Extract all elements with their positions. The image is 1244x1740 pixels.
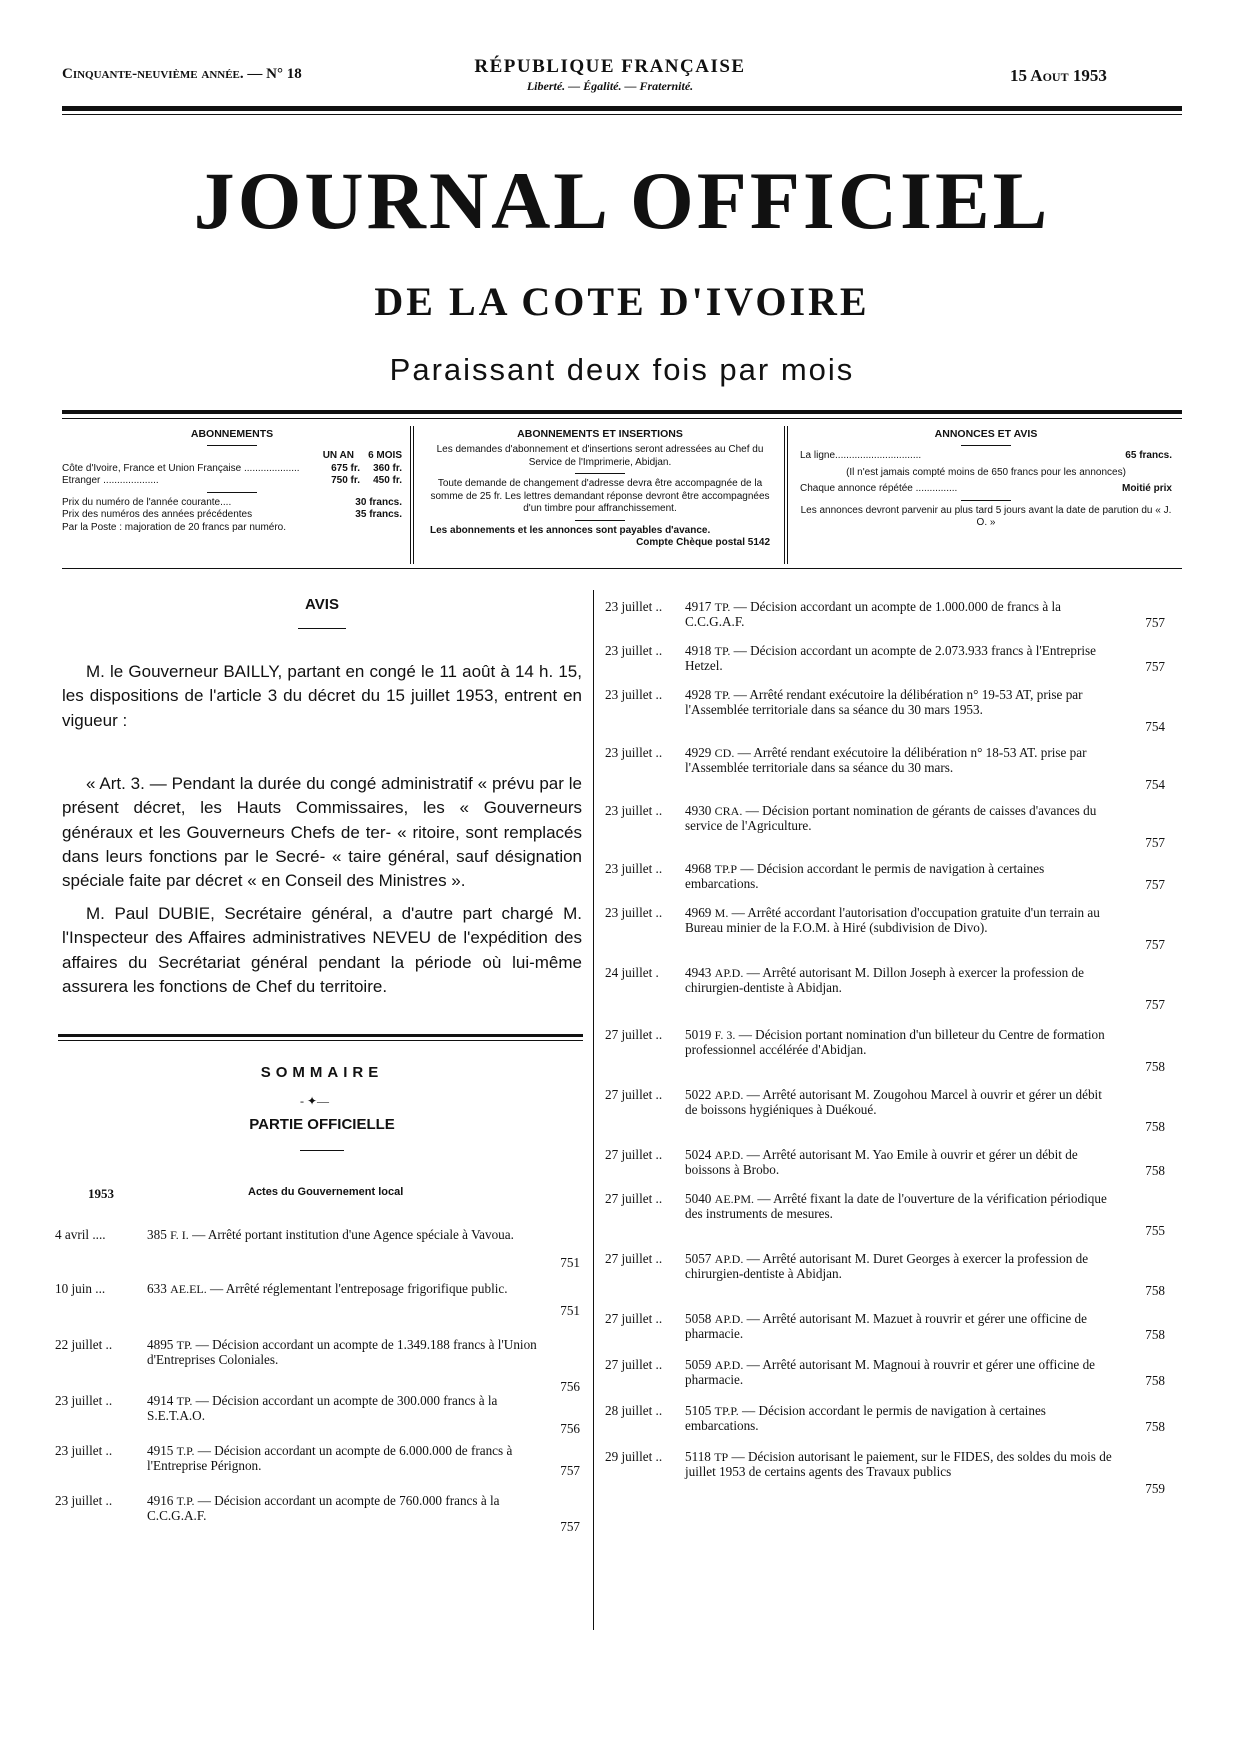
entry-page: 758 [1145, 1059, 1165, 1074]
entry-body [147, 1338, 537, 1368]
price-mois: 360 fr. [373, 462, 402, 474]
entry-date: 23 juillet .. [55, 1443, 113, 1458]
entry-text: — Arrêté autorisant M. Dillon Joseph à exercer la profession de chirurgien-dentiste à Abidjan. [685, 965, 1084, 995]
abonnements-columns [62, 450, 402, 463]
entry-number: 5057 [685, 1251, 712, 1266]
poste-note: Par la Poste : majoration de 20 francs par numéro. [62, 521, 287, 533]
entry-body [685, 746, 1115, 776]
col-6-mois: 6 MOIS [368, 450, 402, 462]
entry-date: 23 juillet .. [605, 687, 663, 702]
entry-date: 27 juillet .. [605, 1087, 663, 1102]
entry-body [147, 1394, 537, 1424]
entry-date: 28 juillet .. [605, 1403, 663, 1418]
sommaire-section: Actes du Gouvernement local [248, 1186, 404, 1198]
sommaire-rule [58, 1034, 583, 1037]
entry-page: 751 [560, 1303, 580, 1318]
journal-title: JOURNAL OFFICIEL [193, 155, 1051, 246]
entry-code: M. [714, 906, 729, 920]
partie-underline [300, 1150, 344, 1151]
entry-number: 5058 [685, 1311, 712, 1326]
box-separator [413, 426, 414, 564]
entry-page: 758 [1145, 1283, 1165, 1298]
entry-code: TP. [714, 644, 731, 658]
price-an: 750 fr. [331, 475, 360, 487]
entry-date: 4 avril .... [55, 1227, 106, 1242]
motto: Liberté. — Égalité. — Fraternité. [526, 79, 694, 93]
insertions-box [430, 428, 770, 550]
entry-date: 23 juillet .. [55, 1493, 113, 1508]
entry-number: 5022 [685, 1087, 712, 1102]
column-separator [593, 590, 594, 1630]
journal-subtitle: DE LA COTE D'IVOIRE [374, 279, 870, 324]
entry-number: 4915 [147, 1443, 174, 1458]
entry-body [685, 1358, 1115, 1388]
box-separator [787, 426, 788, 564]
entry-number: 4943 [685, 965, 712, 980]
entry-body [147, 1282, 537, 1297]
entry-text: — Arrêté accordant l'autorisation d'occupation gratuite d'un terrain au Bureau minier de la F.O.M. à Hiré (subdivision de Divo). [685, 905, 1100, 935]
entry-number: 385 [147, 1227, 167, 1242]
annonces-delai: Les annonces devront parvenir au plus tard 5 jours avant la date de parution du « J. O. » [800, 504, 1172, 529]
entry-text: — Arrêté réglementant l'entreposage frigorifique public. [210, 1281, 508, 1296]
entry-code: AP.D. [714, 1252, 744, 1266]
ligne-value: 65 francs. [1125, 450, 1172, 462]
entry-date: 27 juillet .. [605, 1357, 663, 1372]
entry-number: 5059 [685, 1357, 712, 1372]
entry-number: 4929 [685, 745, 712, 760]
entry-date: 22 juillet .. [55, 1337, 113, 1352]
divider [207, 492, 257, 493]
entry-number: 633 [147, 1281, 167, 1296]
entry-text: — Arrêté autorisant M. Zougohou Marcel à ouvrir et gérer un débit de boissons hygiéniques à Duékoué. [685, 1087, 1102, 1117]
entry-page: 757 [1145, 835, 1165, 850]
avis-underline [298, 628, 346, 629]
partie-officielle: PARTIE OFFICIELLE [249, 1116, 395, 1133]
annonces-note: (Il n'est jamais compté moins de 650 francs pour les annonces) [846, 466, 1126, 478]
price-label: Côte d'Ivoire, France et Union Française .................... [62, 462, 300, 474]
entry-number: 5118 [685, 1449, 711, 1464]
masthead-rule-thin [62, 418, 1182, 419]
entry-page: 758 [1145, 1327, 1165, 1342]
entry-page: 757 [1145, 937, 1165, 952]
entry-body [685, 906, 1115, 936]
entry-body [147, 1494, 537, 1524]
sommaire-title: SOMMAIRE [260, 1064, 384, 1081]
entry-number: 5019 [685, 1027, 712, 1042]
numero-label: Prix des numéros des années précédentes [62, 509, 253, 521]
entry-body [147, 1228, 537, 1243]
price-row [62, 463, 402, 476]
sommaire-year: 1953 [88, 1186, 114, 1201]
entry-page: 758 [1145, 1373, 1165, 1388]
entry-page: 757 [560, 1463, 580, 1478]
republic-name: RÉPUBLIQUE FRANÇAISE [474, 56, 746, 77]
entry-code: AP.D. [714, 1312, 744, 1326]
entry-code: T.P. [176, 1444, 195, 1458]
entry-text: — Arrêté autorisant M. Duret Georges à exercer la profession de chirurgien-dentiste à Abidjan. [685, 1251, 1089, 1281]
annonces-heading: ANNONCES ET AVIS [934, 428, 1038, 440]
entry-number: 4917 [685, 599, 712, 614]
entry-code: T.P. [176, 1494, 195, 1508]
edition-number: Cinquante-neuvième année. — N° 18 [62, 66, 302, 82]
entry-body [685, 644, 1115, 674]
abonnements-heading: ABONNEMENTS [190, 428, 274, 440]
entry-date: 27 juillet .. [605, 1027, 663, 1042]
entry-code: CRA. [714, 804, 743, 818]
entry-number: 4928 [685, 687, 712, 702]
col-un-an: UN AN [322, 450, 354, 462]
entry-date: 27 juillet .. [605, 1147, 663, 1162]
price-mois: 450 fr. [373, 475, 402, 487]
entry-date: 29 juillet .. [605, 1449, 663, 1464]
header-rule-thin [62, 114, 1182, 115]
repetee-row [800, 483, 1172, 496]
entry-date: 23 juillet .. [605, 745, 663, 760]
entry-text: — Décision accordant un acompte de 1.349.188 francs à l'Union d'Entreprises Coloniales. [147, 1337, 537, 1367]
entry-code: TP. [176, 1338, 193, 1352]
entry-page: 757 [1145, 877, 1165, 892]
divider [961, 445, 1011, 446]
sommaire-rule-thin [58, 1040, 583, 1041]
entry-text: — Arrêté portant institution d'une Agence spéciale à Vavoua. [192, 1227, 514, 1242]
repetee-value: Moitié prix [1121, 483, 1172, 495]
entry-number: 4930 [685, 803, 712, 818]
insertions-text-1: Les demandes d'abonnement et d'insertions seront adressées au Chef du Service de l'Imprimerie, Abidjan. [436, 444, 764, 468]
entry-page: 756 [560, 1421, 580, 1436]
entry-page: 757 [1145, 997, 1165, 1012]
entry-date: 27 juillet .. [605, 1191, 663, 1206]
entry-page: 758 [1145, 1163, 1165, 1178]
price-label: Etranger .................... [62, 475, 159, 487]
numero-value: 30 francs. [355, 496, 402, 508]
entry-page: 755 [1145, 1223, 1165, 1238]
ligne-row [800, 450, 1172, 463]
entry-code: TP. [714, 688, 731, 702]
entry-code: TP. [714, 600, 731, 614]
entry-page: 751 [560, 1255, 580, 1270]
entry-body [685, 1312, 1115, 1342]
entry-body [685, 1404, 1115, 1434]
entry-body [685, 804, 1115, 834]
repetee-label: Chaque annonce répétée ............... [800, 483, 958, 495]
divider [207, 445, 257, 446]
entry-body [685, 1028, 1115, 1058]
entry-body [685, 966, 1115, 996]
compte-cheque: Compte Chèque postal 5142 [636, 537, 770, 549]
entry-date: 23 juillet .. [605, 599, 663, 614]
entry-date: 23 juillet .. [605, 905, 663, 920]
insertions-heading: ABONNEMENTS ET INSERTIONS [517, 428, 683, 440]
entry-number: 4918 [685, 643, 712, 658]
entry-code: AE.EL. [170, 1282, 207, 1296]
avis-title: AVIS [305, 596, 339, 613]
entry-code: TP.P. [714, 1404, 739, 1418]
avis-paragraph-1: M. le Gouverneur BAILLY, partant en congé le 11 août à 14 h. 15, les dispositions de l'article 3 du décret du 15 juillet 1953, entrent en vigueur : [62, 662, 582, 730]
masthead-rule [62, 410, 1182, 414]
entry-number: 4914 [147, 1393, 174, 1408]
ornament: - ✦— [300, 1094, 330, 1108]
header-rule [62, 106, 1182, 111]
entry-code: AP.D. [714, 1358, 744, 1372]
entry-text: — Arrêté autorisant M. Yao Emile à ouvrir et gérer un débit de boissons à Brobo. [685, 1147, 1078, 1177]
entry-text: — Décision accordant le permis de navigation à certaines embarcations. [685, 861, 1045, 891]
divider [575, 473, 625, 474]
entry-date: 23 juillet .. [605, 643, 663, 658]
entry-code: AP.D. [714, 966, 744, 980]
entry-page: 757 [1145, 615, 1165, 630]
entry-code: F. I. [170, 1228, 189, 1242]
entry-date: 27 juillet .. [605, 1311, 663, 1326]
numero-price-row [62, 509, 402, 522]
entry-page: 754 [1145, 777, 1165, 792]
entry-text: — Arrêté rendant exécutoire la délibération n° 19-53 AT, prise par l'Assemblée territoriale dans sa séance du 30 mars 1953. [685, 687, 1083, 717]
insertions-text-2: Toute demande de changement d'adresse devra être accompagnée de la somme de 25 fr. Les lettres demandant réponse devront être accompagnées d'un timbre pour affranchissement. [430, 478, 770, 515]
entry-text: — Décision portant nomination d'un billeteur du Centre de formation professionnel accélérée d'Abidjan. [685, 1027, 1105, 1057]
numero-value: 35 francs. [355, 509, 402, 521]
ligne-label: La ligne............................... [800, 450, 922, 462]
entry-number: 4916 [147, 1493, 174, 1508]
entry-text: — Décision accordant un acompte de 1.000.000 de francs à la C.C.G.A.F. [685, 599, 1062, 629]
entry-date: 10 juin ... [55, 1281, 106, 1296]
price-row [62, 475, 402, 488]
entry-code: TP. [176, 1394, 193, 1408]
entry-code: TP [714, 1450, 729, 1464]
entry-number: 5024 [685, 1147, 712, 1162]
entry-body [685, 1088, 1115, 1118]
entry-date: 23 juillet .. [605, 861, 663, 876]
entry-page: 754 [1145, 719, 1165, 734]
entry-number: 4969 [685, 905, 712, 920]
entry-page: 758 [1145, 1419, 1165, 1434]
entry-body [147, 1444, 537, 1474]
numero-label: Prix du numéro de l'année courante.... [62, 496, 232, 508]
numero-price-row [62, 497, 402, 510]
entry-page: 756 [560, 1379, 580, 1394]
entry-date: 23 juillet .. [605, 803, 663, 818]
divider [961, 500, 1011, 501]
info-bottom-rule [62, 568, 1182, 569]
entry-date: 24 juillet . [605, 965, 659, 980]
entry-text: — Arrêté rendant exécutoire la délibération n° 18-53 AT. prise par l'Assemblée territoriale dans sa séance du 30 mars. [685, 745, 1087, 775]
entry-page: 758 [1145, 1119, 1165, 1134]
entry-body [685, 688, 1115, 718]
entry-text: — Arrêté autorisant M. Magnoui à rouvrir et gérer une officine de pharmacie. [685, 1357, 1096, 1387]
entry-date: 23 juillet .. [55, 1393, 113, 1408]
entry-body [685, 600, 1115, 630]
republic-header [440, 56, 780, 94]
entry-body [685, 1192, 1115, 1222]
entry-text: — Arrêté autorisant M. Mazuet à rouvrir et gérer une officine de pharmacie. [685, 1311, 1087, 1341]
box-separator [410, 426, 411, 564]
entry-text: — Décision accordant un acompte de 760.000 francs à la C.C.G.A.F. [147, 1493, 500, 1523]
entry-number: 4895 [147, 1337, 174, 1352]
entry-code: F. 3. [714, 1028, 736, 1042]
entry-text: — Décision accordant un acompte de 2.073.933 francs à l'Entreprise Hetzel. [685, 643, 1096, 673]
entry-body [685, 1148, 1115, 1178]
entry-text: — Arrêté fixant la date de l'ouverture de la vérification périodique des instruments de mesures. [685, 1191, 1107, 1221]
issue-date: 15 Aout 1953 [1010, 66, 1107, 85]
entry-page: 759 [1145, 1481, 1165, 1496]
abonnements-box [62, 428, 402, 534]
entry-text: — Décision accordant le permis de navigation à certaines embarcations. [685, 1403, 1046, 1433]
avis-paragraph-3: M. Paul DUBIE, Secrétaire général, a d'autre part chargé M. l'Inspecteur des Affaires administratives NEVEU de l'expédition des affaires du Secrétariat général pendant la période où lui-même assurera les fonctions de Chef du territoire. [62, 904, 582, 996]
price-an: 675 fr. [331, 462, 360, 474]
entry-text: — Décision accordant un acompte de 300.000 francs à la S.E.T.A.O. [147, 1393, 498, 1423]
entry-code: TP.P [714, 862, 738, 876]
entry-number: 5105 [685, 1403, 712, 1418]
insertions-text-3: Les abonnements et les annonces sont payables d'avance. [430, 524, 711, 536]
entry-code: AE.PM. [714, 1192, 755, 1206]
divider [575, 520, 625, 521]
entry-body [685, 862, 1115, 892]
entry-code: AP.D. [714, 1088, 744, 1102]
entry-code: AP.D. [714, 1148, 744, 1162]
entry-body [685, 1252, 1115, 1282]
journal-tagline: Paraissant deux fois par mois [389, 352, 855, 387]
entry-page: 757 [1145, 659, 1165, 674]
annonces-box [800, 428, 1172, 530]
entry-number: 5040 [685, 1191, 712, 1206]
entry-text: — Décision autorisant le paiement, sur le FIDES, des soldes du mois de juillet 1953 de certains agents des Travaux publics [685, 1449, 1112, 1479]
entry-number: 4968 [685, 861, 712, 876]
entry-page: 757 [560, 1519, 580, 1534]
entry-date: 27 juillet .. [605, 1251, 663, 1266]
entry-text: — Décision portant nomination de gérants de caisses d'avances du service de l'Agriculture. [685, 803, 1097, 833]
entry-text: — Décision accordant un acompte de 6.000.000 de francs à l'Entreprise Pérignon. [147, 1443, 513, 1473]
avis-paragraph-2: « Art. 3. — Pendant la durée du congé administratif « prévu par le présent décret, les Hauts Commissaires, les « Gouverneurs généraux et les Gouverneurs Chefs de ter- « ritoire, sont remplacés dans leurs fonctions par le Secré- « taire général, sauf désignation spéciale faite par décret « en Conseil des Ministres ». [62, 774, 582, 891]
entry-body [685, 1450, 1115, 1480]
entry-code: CD. [714, 746, 735, 760]
box-separator [784, 426, 785, 564]
